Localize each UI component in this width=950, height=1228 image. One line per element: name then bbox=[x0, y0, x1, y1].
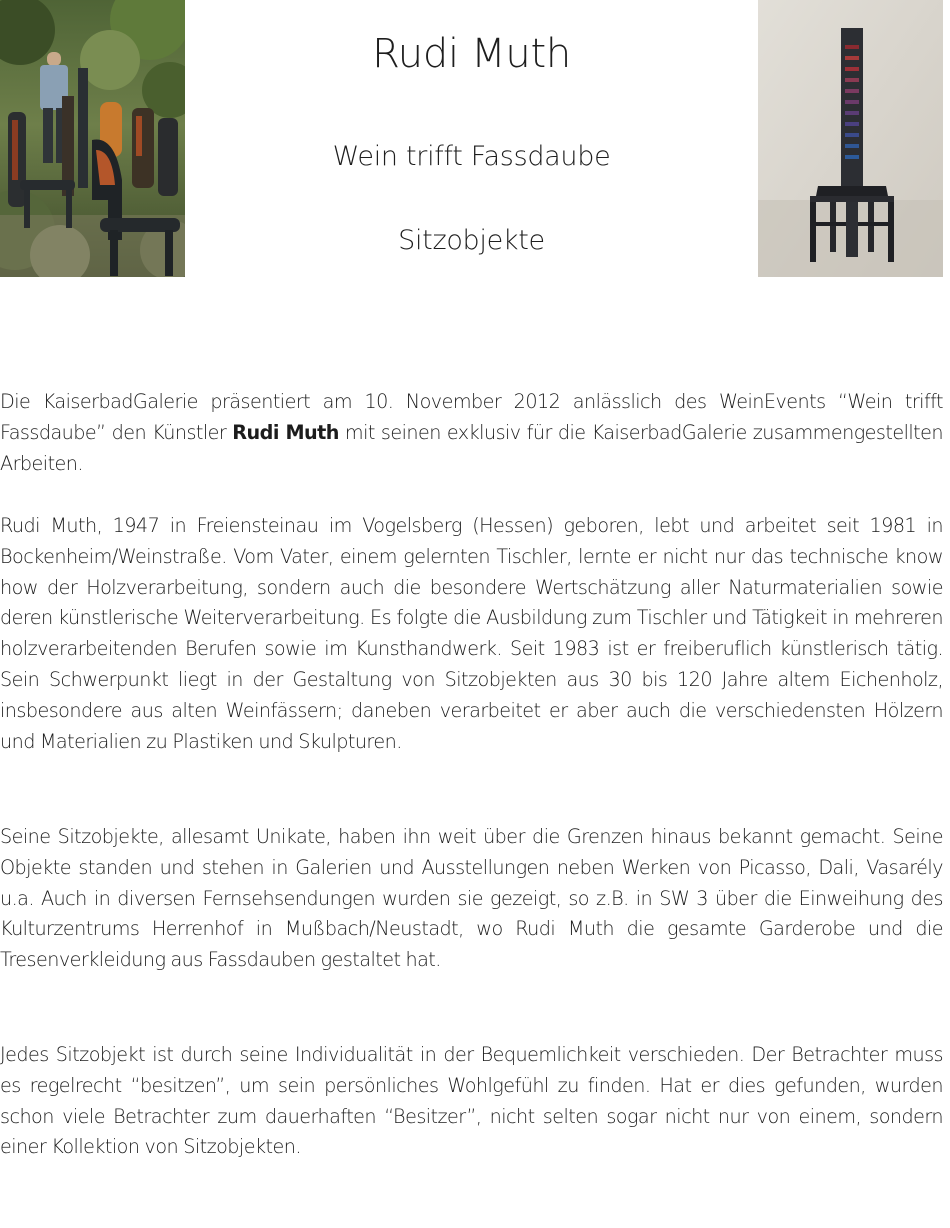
photo-chair-sculpture bbox=[758, 0, 943, 277]
page-title: Rudi Muth bbox=[372, 31, 571, 77]
artist-name: Rudi Muth bbox=[232, 420, 339, 444]
photo-chair-sculpture-illustration bbox=[758, 0, 943, 277]
intro-text-before: Die KaiserbadGalerie präsentiert am 10. November 2012 anlässlich des WeinEvents “Wein trifft Fassdaube” den Künstler bbox=[0, 390, 943, 444]
category-subtitle: Sitzobjekte bbox=[398, 225, 545, 256]
event-subtitle: Wein trifft Fassdaube bbox=[332, 141, 611, 172]
recognition-paragraph: Seine Sitzobjekte, allesamt Unikate, haben ihn weit über die Grenzen hinaus bekannt gemacht. Seine Objekte standen und stehen in Galerien und Ausstellungen neben Werken von Picasso, Dali, Vasarély u.a. Auch in diversen Fernsehsendungen wurden sie gezeigt, so z.B. in SW 3 über die Einweihung des Kulturzentrums Herrenhof in Mußbach/Neustadt, wo Rudi Muth die gesamte Garderobe und die Tresenverkleidung aus Fassdauben gestaltet hat. bbox=[0, 825, 943, 972]
intro-paragraph bbox=[0, 387, 943, 479]
closing-paragraph: Jedes Sitzobjekt ist durch seine Individualität in der Bequemlichkeit verschieden. Der Betrachter muss es regelrecht “besitzen”, um sein persönliches Wohlgefühl zu finden. Hat er dies gefunden, wurden schon viele Betrachter zum dauerhaften “Besitzer”, nicht selten sogar nicht nur von einem, sondern einer Kollektion von Sitzobjekten. bbox=[0, 1043, 943, 1159]
intro-text-after: mit seinen exklusiv für die KaiserbadGalerie zusammengestellten Arbeiten. bbox=[0, 420, 943, 475]
photo-artist-garden-illustration bbox=[0, 0, 185, 277]
biography-paragraph: Rudi Muth, 1947 in Freiensteinau im Vogelsberg (Hessen) geboren, lebt und arbeitet seit 1981 in Bockenheim/Weinstraße. Vom Vater, einem gelernten Tischler, lernte er nicht nur das technische know how der Holzverarbeitung, sondern auch die besondere Wertschätzung aller Naturmaterialien sowie deren künstlerische Weiterverarbeitung. Es folgte die Ausbildung zum Tischler und Tätigkeit in mehreren holzverarbeitenden Berufen sowie im Kunsthandwerk. Seit 1983 ist er freiberuflich künstlerisch tätig. Sein Schwerpunkt liegt in der Gestaltung von Sitzobjekten aus 30 bis 120 Jahre altem Eichenholz, insbesondere aus alten Weinfässern; daneben verarbeitet er aber auch die verschiedensten Hölzern und Materialien zu Plastiken und Skulpturen. bbox=[0, 514, 943, 753]
photo-artist-garden bbox=[0, 0, 185, 277]
